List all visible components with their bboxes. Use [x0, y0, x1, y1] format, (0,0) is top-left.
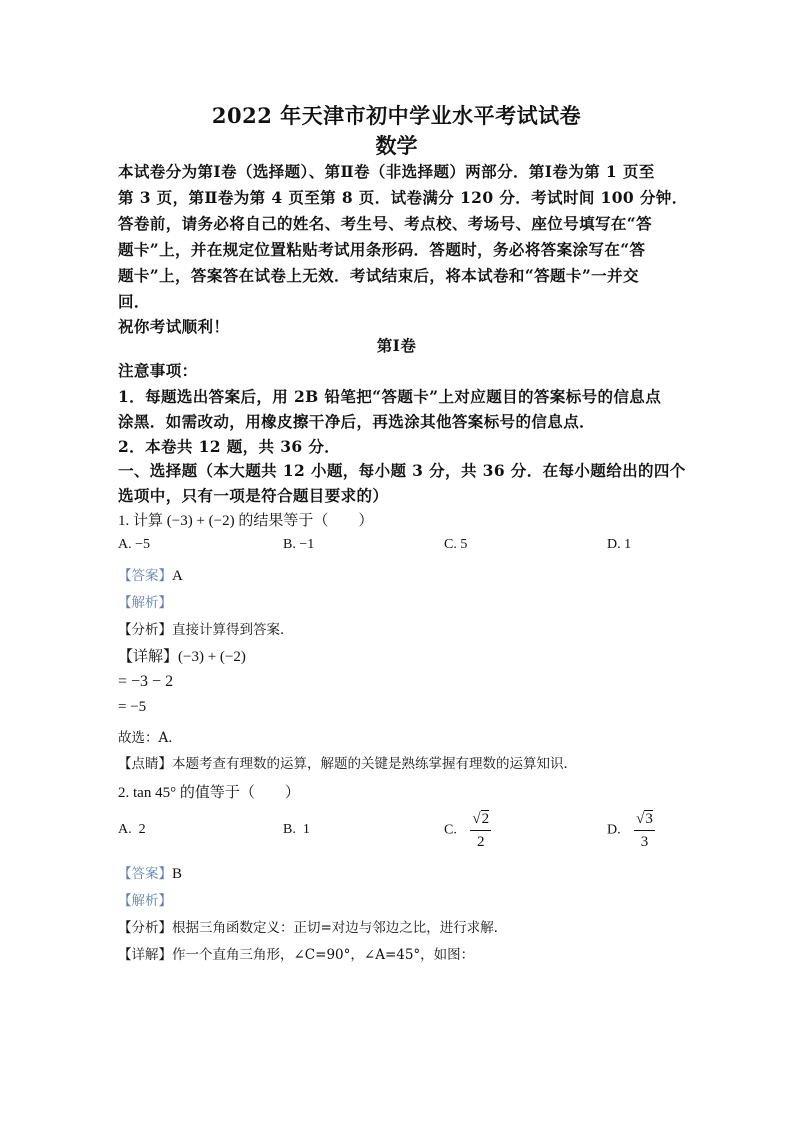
option-a: A. 2: [118, 822, 146, 837]
option-d: D. $\frac{√3}{3}$: [607, 811, 653, 850]
notice-title: 注意事项：: [118, 361, 198, 380]
notice-line: 2．本卷共 12 题，共 36 分．: [118, 437, 341, 456]
solution-step: = −3 − 2: [118, 673, 174, 690]
answer-row: [118, 564, 183, 585]
option-c: C. 5: [444, 537, 468, 552]
option-b: B. −1: [283, 537, 315, 552]
intro-line: 第 3 页，第Ⅱ卷为第 4 页至第 8 页．试卷满分 120 分．考试时间 100 分钟．: [118, 188, 688, 207]
notice-line: 1．每题选出答案后，用 2B 铅笔把“答题卡”上对应题目的答案标号的信息点: [118, 387, 662, 406]
volume-heading: 第Ⅰ卷: [376, 336, 417, 355]
section-heading: 选项中，只有一项是符合题目要求的）: [118, 486, 389, 505]
answer-label: 【答案】: [118, 568, 172, 584]
fraction: $\frac{√2}{2}$: [472, 811, 490, 850]
intro-line: 祝你考试顺利！: [118, 317, 230, 336]
answer-row: [118, 862, 182, 883]
exam-subject: 数学: [375, 133, 418, 158]
option-b: B. 1: [283, 822, 310, 837]
analysis-xiangjie: 【详解】(−3) + (−2): [118, 649, 246, 665]
analysis-xiangjie: 【详解】作一个直角三角形，∠C=90°，∠A=45°，如图：: [118, 947, 475, 963]
fraction: $\frac{√3}{3}$: [636, 811, 653, 850]
option-a: A. −5: [118, 537, 151, 552]
intro-line: 题卡”上，并在规定位置粘贴考试用条形码．答题时，务必将答案涂写在“答: [118, 240, 646, 259]
option-c: C. $\frac{√2}{2}$: [444, 811, 490, 850]
conclusion: 故选：A．: [118, 730, 182, 746]
answer-value: A: [172, 568, 183, 584]
solution-step: = −5: [118, 699, 147, 715]
analysis-label: 【解析】: [118, 893, 172, 909]
notice-line: 涂黑．如需改动，用橡皮擦干净后，再选涂其他答案标号的信息点．: [118, 412, 596, 431]
intro-line: 回．: [118, 292, 150, 311]
analysis-label: 【解析】: [118, 595, 172, 611]
intro-line: 题卡”上，答案答在试卷上无效．考试结束后，将本试卷和“答题卡”一并交: [118, 266, 639, 285]
section-heading: 一、选择题（本大题共 12 小题，每小题 3 分，共 36 分．在每小题给出的四个: [118, 461, 686, 480]
exam-title: 2022 年天津市初中学业水平考试试卷: [211, 103, 582, 128]
answer-label: 【答案】: [118, 866, 172, 882]
analysis-fenxi: 【分析】根据三角函数定义：正切=对边与邻边之比，进行求解．: [118, 920, 508, 936]
analysis-dianjing: 【点睛】本题考查有理数的运算，解题的关键是熟练掌握有理数的运算知识．: [118, 756, 577, 772]
question-stem: 2. tan 45° 的值等于（ ）: [118, 785, 300, 801]
intro-line: 本试卷分为第Ⅰ卷（选择题）、第Ⅱ卷（非选择题）两部分．第Ⅰ卷为第 1 页至: [118, 162, 655, 181]
option-d: D. 1: [607, 537, 632, 552]
analysis-fenxi: 【分析】直接计算得到答案．: [118, 622, 294, 638]
question-stem: 1. 计算 (−3) + (−2) 的结果等于（ ）: [118, 513, 374, 529]
intro-line: 答卷前，请务必将自己的姓名、考生号、考点校、考场号、座位号填写在“答: [118, 214, 653, 233]
answer-value: B: [172, 866, 183, 882]
